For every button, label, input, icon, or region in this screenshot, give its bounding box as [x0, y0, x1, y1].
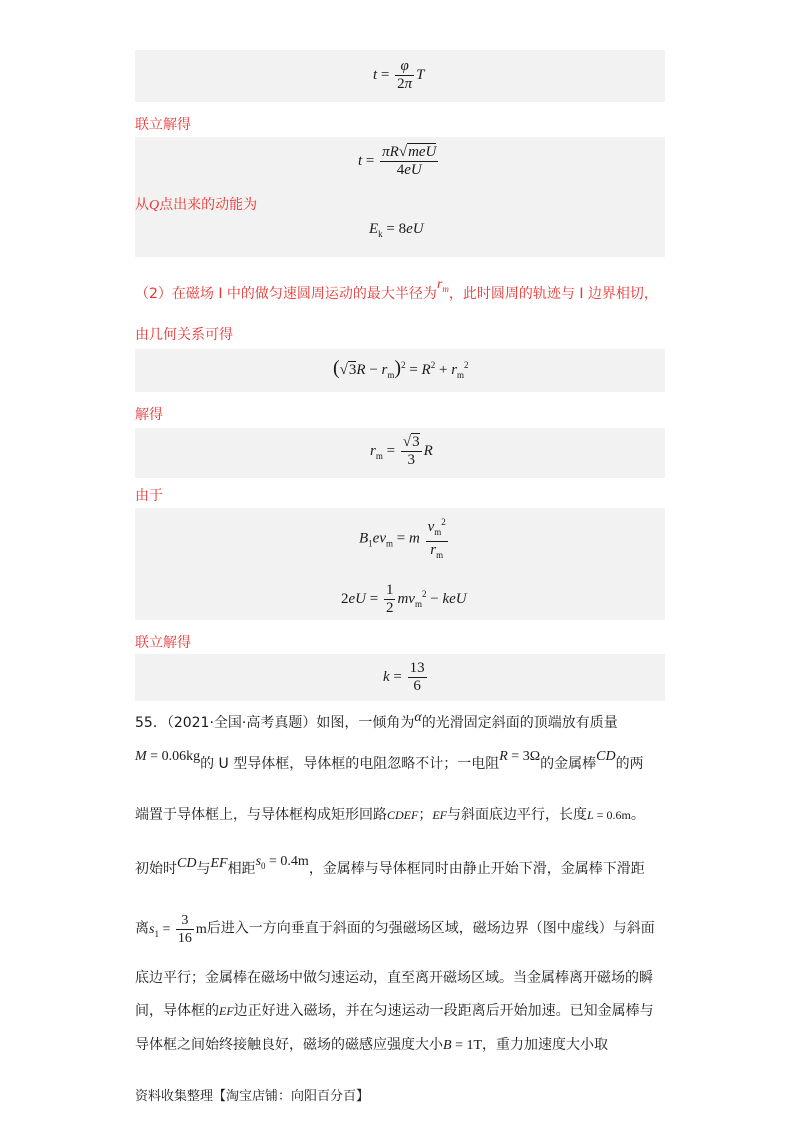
problem-line-5: 离$s_1$ = $\frac{3}{16}$ m后进入一方向垂直于斜面的匀强磁场区域，磁场边界（图中虚线）与斜面	[135, 913, 655, 946]
problem-line-2: M = 0.06kg的 U 型导体框，导体框的电阻忽略不计；一电阻R = 3Ω的金属棒CD的两	[135, 749, 644, 772]
formula-rm: $r_m$ = $\frac{√3}{3}$ R	[370, 434, 433, 468]
formula-ek: $E_k = 8eU$	[369, 221, 424, 239]
formula-lorentz: $B_1ev_m = m$ $\frac{v_m^2}{r_m}$	[359, 514, 450, 564]
formula-t-result: t = $\frac{\text{πR√meU}}{4eU}$	[358, 144, 437, 178]
label-lianli-2: 联立解得	[135, 635, 191, 651]
label-lianli-1: 联立解得	[135, 117, 191, 133]
problem-line-7: 间，导体框的EF边正好进入磁场，并在匀速运动一段距离后开始加速。已知金属棒与	[135, 1003, 654, 1019]
problem-line-8: 导体框之间始终接触良好，磁场的磁感应强度大小B = 1T，重力加速度大小取	[135, 1037, 609, 1053]
label-geometry: 由几何关系可得	[135, 327, 233, 343]
label-youyu: 由于	[135, 488, 163, 504]
label-jiede: 解得	[135, 407, 163, 423]
formula-t-phi: t = $\frac{\varphi}{2\pi}$ T	[373, 58, 425, 92]
page-footer: 资料收集整理【淘宝店铺：向阳百分百】	[135, 1089, 370, 1104]
formula-geometry: $(√3R - r_m)^2 = R^2 + r_m^2$	[333, 357, 469, 380]
problem-line-4: 初始时CD与EF相距$s_0 = 0.4m$，金属棒与导体框同时由静止开始下滑，金属棒下滑距	[135, 854, 645, 877]
formula-energy: 2eU = $\frac{1}{2}$ $mv_m^2$ − keU	[341, 582, 467, 616]
problem-line-6: 底边平行；金属棒在磁场中做匀速运动，直至离开磁场区域。当金属棒离开磁场的瞬	[135, 970, 653, 986]
problem-line-1: 55．（2021·全国·高考真题）如图，一倾角为α的光滑固定斜面的顶端放有质量	[135, 710, 618, 731]
label-part2: （2）在磁场 I 中的做匀速圆周运动的最大半径为$r_m$，此时圆周的轨迹与 I 边界相切，	[135, 277, 658, 302]
label-kinetic: 从Q点出来的动能为	[135, 197, 258, 213]
formula-k: k = $\frac{13}{6}$	[383, 660, 425, 694]
problem-line-3: 端置于导体框上，与导体框构成矩形回路CDEF；EF与斜面底边平行，长度L = 0.6m。	[135, 807, 645, 823]
